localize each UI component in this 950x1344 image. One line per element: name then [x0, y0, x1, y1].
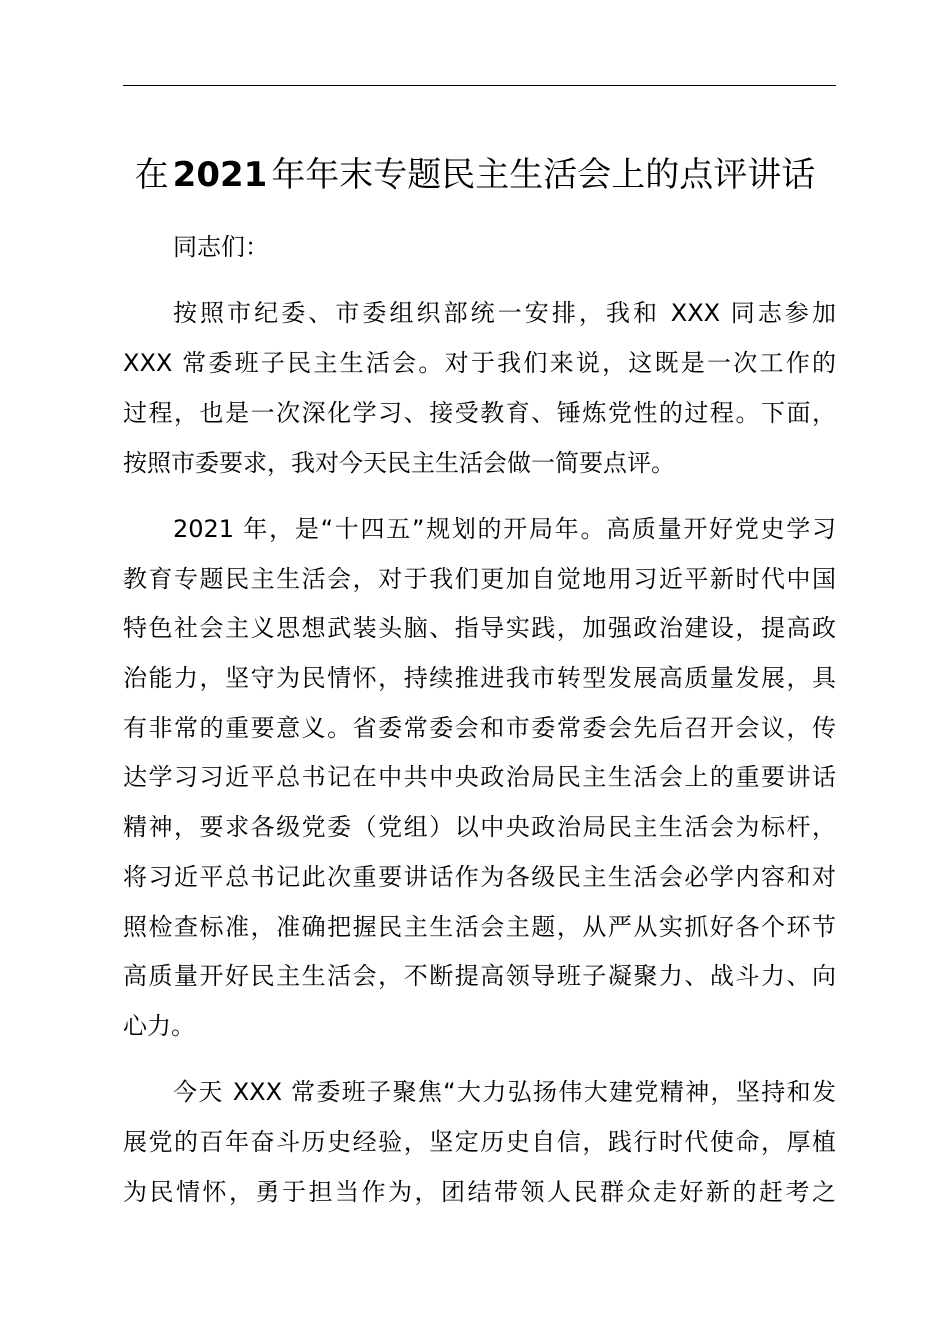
paragraph-line: 按照市委要求，我对今天民主生活会做一简要点评。 — [123, 448, 675, 477]
paragraph-line: 心力。 — [123, 1011, 195, 1040]
paragraph-line: 特色社会主义思想武装头脑、指导实践，加强政治建设，提高政 — [123, 614, 836, 643]
paragraph-line: 按照市纪委、市委组织部统一安排，我和 XXX 同志参加 — [173, 299, 836, 328]
paragraph-line: 2021 年，是“十四五”规划的开局年。高质量开好党史学习 — [173, 515, 836, 544]
document-title — [0, 152, 950, 198]
paragraph-line: 过程，也是一次深化学习、接受教育、锤炼党性的过程。下面， — [123, 398, 836, 427]
paragraph-line: 为民情怀，勇于担当作为，团结带领人民群众走好新的赶考之 — [123, 1177, 836, 1206]
salutation: 同志们： — [173, 233, 269, 261]
paragraph-line: 高质量开好民主生活会，不断提高领导班子凝聚力、战斗力、向 — [123, 962, 836, 991]
header-rule — [123, 85, 836, 86]
title-year: 2021 — [172, 155, 268, 195]
paragraph-line: 有非常的重要意义。省委常委会和市委常委会先后召开会议，传 — [123, 713, 836, 742]
document-body — [123, 223, 836, 1234]
paragraph-1 — [123, 289, 836, 488]
paragraph-line: 治能力，坚守为民情怀，持续推进我市转型发展高质量发展，具 — [123, 664, 836, 693]
paragraph-line: 精神，要求各级党委（党组）以中央政治局民主生活会为标杆， — [123, 813, 836, 842]
title-prefix: 在 — [134, 155, 169, 195]
paragraph-line: 教育专题民主生活会，对于我们更加自觉地用习近平新时代中国 — [123, 564, 836, 593]
title-suffix: 年年末专题民主生活会上的点评讲话 — [271, 155, 816, 195]
salutation-paragraph — [123, 223, 836, 273]
paragraph-line: 今天 XXX 常委班子聚焦“大力弘扬伟大建党精神，坚持和发 — [173, 1078, 836, 1107]
paragraph-line: 照检查标准，准确把握民主生活会主题，从严从实抓好各个环节 — [123, 912, 836, 941]
paragraph-line: XXX 常委班子民主生活会。对于我们来说，这既是一次工作的 — [123, 349, 836, 378]
paragraph-line: 达学习习近平总书记在中共中央政治局民主生活会上的重要讲话 — [123, 763, 836, 792]
paragraph-line: 将习近平总书记此次重要讲话作为各级民主生活会必学内容和对 — [123, 862, 836, 891]
paragraph-3 — [123, 1068, 836, 1217]
paragraph-line: 展党的百年奋斗历史经验，坚定历史自信，践行时代使命，厚植 — [123, 1128, 836, 1157]
paragraph-2 — [123, 505, 836, 1052]
